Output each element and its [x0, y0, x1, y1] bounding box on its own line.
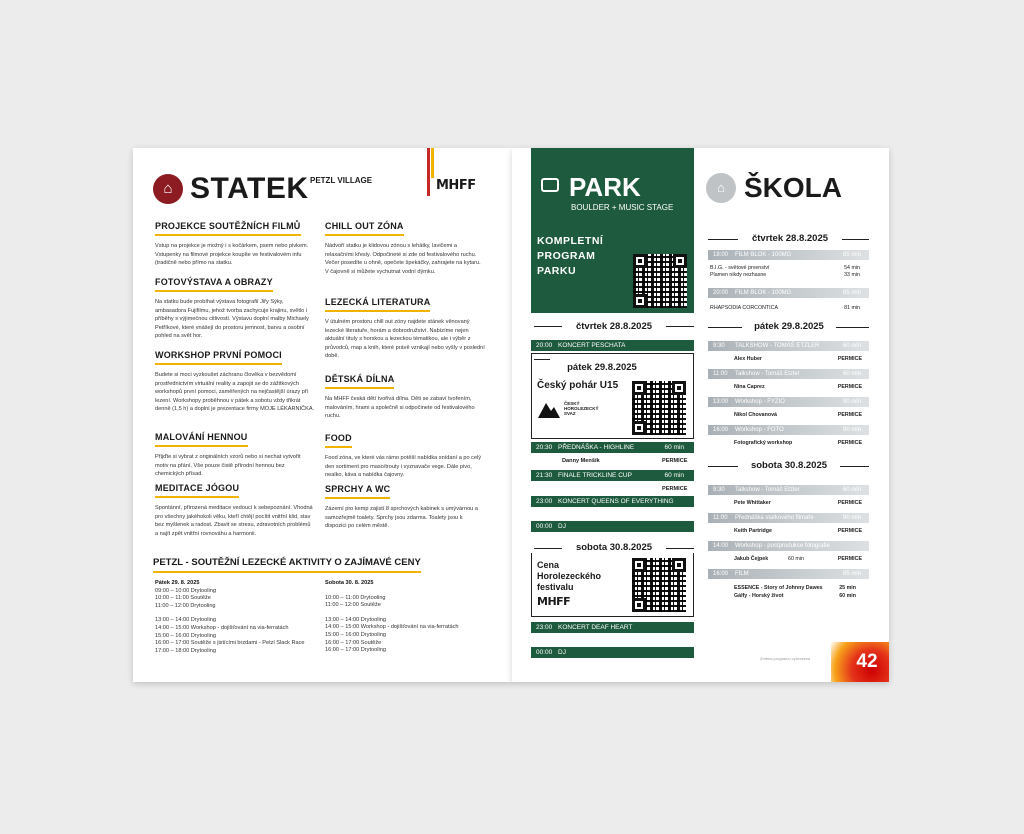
saturday-schedule: Sobota 30. 8. 2025 10:00 – 11:00 Drytooling 11:00 – 12:00 Soutěže 13:00 – 14:00 Drytooling 14:00 – 15:00 Workshop - dojišťování na via-ferratách 15:00 – 16:00 Drytooling 16:00 – 17:00 Soutěže 16:00 – 17:00 Drytooling [325, 580, 459, 654]
chs-logo-text: ČESKÝ HOROLEZECKÝ SVAZ [564, 401, 599, 416]
program-row: 16:00 Workshop - FOTO 90 min [708, 425, 869, 435]
day-heading: čtvrtek 28.8.2025 [751, 233, 829, 244]
section: CHILL OUT ZÓNA Nádvoří statku je klidovou zónou s lehátky, lavičemi a relaxačními křesly. Odpočineté si zde od festivalového ruchu. Večer posedíte u ohně, opečete špekáčky, zahrajete na kytaru. V čajovně si můžete vychutnat vodní dýmku. [325, 221, 481, 275]
qr-code-icon [632, 381, 686, 435]
park-header [531, 148, 694, 313]
page-number: 42 [831, 642, 889, 682]
program-row: 16:00 FILM 85 min [708, 569, 869, 579]
section: MALOVÁNÍ HENNOU Přijďte si vybrat z originálních vzorů nebo si nechat vytvořit motiv na přání. Vše pouze čistě přírodní hennou bez chemických přísad. [155, 432, 301, 478]
award-title: Cena Horolezeckého festivalu [537, 560, 602, 592]
day-heading: čtvrtek 28.8.2025 [575, 321, 653, 332]
event-title: Český pohár U15 [537, 380, 619, 391]
program-row: 13:00 Workshop - FYZIO 90 min [708, 397, 869, 407]
petzl-heading: PETZL - SOUTĚŽNÍ LEZECKÉ AKTIVITY O ZAJÍMAVÉ CENY [153, 557, 421, 573]
right-page: PARK BOULDER + MUSIC STAGE KOMPLETNÍ PROGRAM PARKU čtvrtek 28.8.2025 20:00 KONCERT PESCHATA pátek 29.8.2025 Český pohár U15 ČESKÝ HOROLEZECKÝ SVAZ 20:30 PŘEDNÁŠKA - HIGHLINE 60 min Danny Menšík PERMICE 21:30 FINALE TRICKLINE CUP 60 min PERMICE 23:00 KONCERT QUEENS OF EVERYTHING 00:00 DJ sobota 30.8.2025 Cena Horolezeckého festivalu MHFF 23:00 KONCERT DEAF HEART 00:00 DJ ⌂ ŠKOLA čtvrtek 28.8.2025 18:00 FILM BLOK - 100MG 85 min B.I.G. - světové prvenství 54 min Plamen nikdy nezhasne 33 min 20:00 FILM BLOK - 100MG 85 min RHAPSODIA CORCONTICA 81 min pátek 29.8.2025 9:30 TALKSHOW - TOMÁŠ ETZLER 60 min Alex Huber PERMICE 11:00 Talkshow - Tomáš Etzler 60 min Nina Caprez PERMICE 13:00 Workshop - FYZIO 90 min Nikol Chovanová PERMICE 16:00 Workshop - FOTO 90 min Fotografický workshop PERMICE sobota 30.8.2025 9:30 Talkshow - Tomáš Etzler 60 min Pete Whittaker PERMICE 11:00 Přednáška stalkového filmaře 90 min Keith Partridge PERMICE 14:00 Workshop - postprodukce fotografie Jakub Čejpek 60 min PERMICE 16:00 FILM 85 min ESSENCE - Story of Johnny Dawes 25 min Gálfy - Horský život 60 min Změna programu vyhrazena 42 [512, 148, 889, 682]
page-title: STATEK [190, 172, 309, 205]
mountain-logo-icon [538, 398, 560, 418]
day-heading: sobota 30.8.2025 [750, 460, 828, 471]
section: PROJEKCE SOUTĚŽNÍCH FILMŮ Vstup na projekce je možný i s kočárkem, psem nebo pivkem. Vstupenky na filmové projekce koupíte ve festivalovém infu (tradičně nebo přímo na statku. [155, 221, 309, 267]
school-icon: ⌂ [706, 173, 736, 203]
program-row: 20:00 KONCERT PESCHATA [531, 340, 694, 351]
program-row: 21:30 FINALE TRICKLINE CUP 60 min [531, 470, 694, 481]
program-label: KOMPLETNÍ PROGRAM PARKU [537, 235, 604, 277]
page-subtitle: PETZL VILLAGE [310, 176, 373, 185]
red-ribbon [427, 148, 430, 196]
section: FOTOVÝSTAVA A OBRAZY Na statku bude probíhat výstava fotografií Jiřy Sýky, ambasadora Fujifilmu, jehož tvorba zachycuje krajinu, světlo i příběhy s výjimečnou citlivostí. Výstavu doplní malby Michaely Petříkové, které vnášejí do prostoru jemnost, barvu a osobní pohled na svět hor. [155, 277, 309, 340]
section: MEDITACE JÓGOU Spontánní, přirozená meditace vedoucí k sebepoznání. Vhodná pro všechny jakéhokoli věku, kteří chtějí pocítit vnitřní klid, stav bez myšlenek a radost. Zbavit se stresu, zdravotních problémů a najít zpět vnitřní rovnováhu a harmonii. [155, 483, 313, 537]
section: SPRCHY A WC Zázemí pro kemp zajistí 8 sprchových kabinek s umývárnou a samozřejmě toalety. Sprchy jsou zdarma. Toalety jsou k dispozici po celém městě. [325, 484, 478, 530]
friday-schedule: Pátek 29. 8. 2025 09:00 – 10:00 Drytooling 10:00 – 11:00 Soutěže 11:00 – 12:00 Drytooling 13:00 – 14:00 Drytooling 14:00 – 15:00 Workshop - dojišťování na via-ferratách 15:00 – 16:00 Drytooling 16:00 – 17:00 Soutěže s jistícími brzdami - Petzl Slack Race 17:00 – 18:00 Drytooling [155, 580, 305, 654]
program-row: 14:00 Workshop - postprodukce fotografie [708, 541, 869, 551]
park-title: PARK [569, 172, 641, 202]
yellow-ribbon [431, 148, 434, 178]
program-row: 9:30 TALKSHOW - TOMÁŠ ETZLER 60 min [708, 341, 869, 351]
mhff-logo: MHFF [537, 595, 571, 608]
footnote: Změna programu vyhrazena [760, 656, 811, 661]
skola-title: ŠKOLA [744, 172, 842, 203]
day-heading: sobota 30.8.2025 [575, 542, 653, 553]
section: FOOD Food zóna, ve které vás rámo potěší nabídka snídaní a po celý den sortiment pro maso/trouty i vyznavače vege. Dále pivo, nealko, káva a nabídka čajovny. [325, 433, 482, 479]
section: WORKSHOP PRVNÍ POMOCI Budete si moci vyzkoušet záchranu člověka v bezvědomí prostřednictvím virtuální reality a zapojit se do zážitkových workshopů první pomoci, zaměřených na nejčastější úrazy při lezení. Workshopy proběhnou v pátek a sobotu vždy třikrát denně (1,5 h) a doplní je prezentace firmy MOJE LÉKÁRNIČKA. [155, 350, 315, 413]
program-row: 11:00 Talkshow - Tomáš Etzler 60 min [708, 369, 869, 379]
stage-icon [541, 178, 559, 192]
speaker: Danny Menšík [562, 458, 600, 464]
section: DĚTSKÁ DÍLNA Na MHFF česká dětí tvořivá dílna. Děti se zabaví tvořením, malováním, hrami a společně si odpočinete od festivalového ruchu. [325, 374, 475, 420]
qr-code-icon [633, 254, 687, 308]
sponsor: PERMICE [662, 458, 688, 464]
qr-code-icon [632, 558, 686, 612]
day-heading: pátek 29.8.2025 [552, 362, 652, 373]
program-row: 18:00 FILM BLOK - 100MG 85 min [708, 250, 869, 260]
mhff-logo: MHFF [436, 178, 476, 193]
barn-icon: ⌂ [153, 174, 183, 204]
program-row: 20:30 PŘEDNÁŠKA - HIGHLINE 60 min [531, 442, 694, 453]
park-subtitle: BOULDER + MUSIC STAGE [571, 203, 674, 212]
day-heading: pátek 29.8.2025 [754, 321, 824, 332]
program-row: 9:30 Talkshow - Tomáš Etzler 60 min [708, 485, 869, 495]
program-row: 00:00 DJ [531, 647, 694, 658]
program-row: 20:00 FILM BLOK - 100MG 85 min [708, 288, 869, 298]
section: LEZECKÁ LITERATURA V útulném prostoru chill out zóny najdete stánek věnovaný lezecké literatuře, horám a dobrodružství. Nabízíme nejen aktuální tituly s horskou a lezeckou tématikou, ale i výběr z průvodců, map a knih, které právě vznikají nebo vyšly v poslední době. [325, 297, 485, 360]
sponsor: PERMICE [662, 486, 688, 492]
program-row: 23:00 KONCERT DEAF HEART [531, 622, 694, 633]
program-row: 00:00 DJ [531, 521, 694, 532]
program-row: 11:00 Přednáška stalkového filmaře 90 min [708, 513, 869, 523]
program-row: 23:00 KONCERT QUEENS OF EVERYTHING [531, 496, 694, 507]
left-page [133, 148, 512, 682]
